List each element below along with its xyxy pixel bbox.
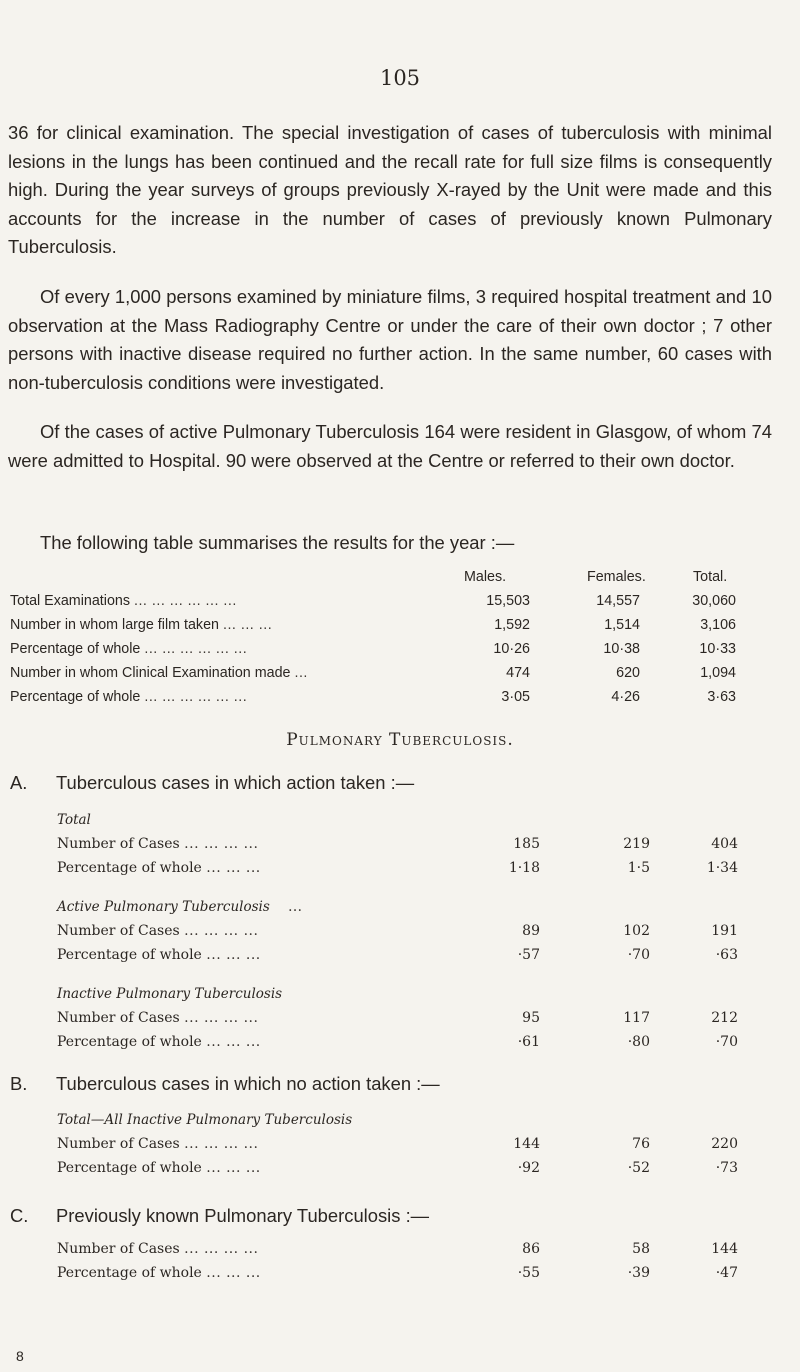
leader-dots: ... ... ... ... ... ... xyxy=(144,641,248,657)
value-males: ·92 xyxy=(517,1160,540,1176)
value-males: 95 xyxy=(522,1010,540,1026)
data-row xyxy=(0,1241,800,1263)
leader-dots: ... ... ... xyxy=(206,1265,261,1281)
section-letter-a: A. xyxy=(10,772,28,793)
data-row xyxy=(0,1010,800,1032)
section-letter-b: B. xyxy=(10,1073,28,1094)
data-row xyxy=(0,1136,800,1158)
subgroup-title xyxy=(57,899,302,915)
leader-dots: ... ... ... ... xyxy=(184,1241,259,1257)
header-total: Total. xyxy=(693,569,728,585)
leader-dots: ... xyxy=(294,665,308,681)
value-total: 144 xyxy=(711,1241,738,1257)
leader-dots: ... ... ... xyxy=(206,1034,261,1050)
section-heading: Pulmonary Tuberculosis. xyxy=(286,730,514,750)
page-number: 105 xyxy=(379,66,421,90)
value-males: 89 xyxy=(522,923,540,939)
value-males: 1,592 xyxy=(494,617,530,633)
leader-dots: ... xyxy=(288,899,303,915)
value-total: 1·34 xyxy=(706,860,738,876)
value-total: 10·33 xyxy=(699,641,736,657)
value-females: ·52 xyxy=(627,1160,650,1176)
data-row xyxy=(0,947,800,969)
value-females: 14,557 xyxy=(596,593,640,609)
value-females: 1,514 xyxy=(604,617,640,633)
row-label: Percentage of whole xyxy=(57,860,202,876)
value-females: 58 xyxy=(632,1241,650,1257)
leader-dots: ... ... ... ... xyxy=(184,1010,259,1026)
value-males: ·57 xyxy=(517,947,540,963)
value-total: 191 xyxy=(711,923,738,939)
header-females: Females. xyxy=(587,569,646,585)
value-total: ·47 xyxy=(715,1265,738,1281)
summary-row xyxy=(0,641,800,663)
summary-row xyxy=(0,665,800,687)
leader-dots: ... ... ... ... xyxy=(184,923,259,939)
value-total: 212 xyxy=(711,1010,738,1026)
subgroup-title: Total—All Inactive Pulmonary Tuberculosis xyxy=(57,1112,353,1128)
value-females: ·39 xyxy=(627,1265,650,1281)
value-females: 76 xyxy=(632,1136,650,1152)
value-females: 219 xyxy=(623,836,650,852)
summary-row xyxy=(0,689,800,711)
row-label: Percentage of whole xyxy=(10,689,141,705)
section-title-c: Previously known Pulmonary Tuberculosis :— xyxy=(56,1205,430,1226)
value-males: 185 xyxy=(513,836,540,852)
section-title-b: Tuberculous cases in which no action taken :— xyxy=(56,1073,440,1094)
value-females: ·70 xyxy=(627,947,650,963)
value-total: 3,106 xyxy=(700,617,736,633)
value-total: 30,060 xyxy=(692,593,736,609)
leader-dots: ... ... ... ... ... ... xyxy=(133,593,237,609)
value-females: 620 xyxy=(616,665,640,681)
paragraph-1: 36 for clinical examination. The special investigation of cases of tuberculosis with minimal lesions in the lungs has been continued and the recall rate for full size films is consequently high. During the year surveys of groups previously X-rayed by the Unit were made and this accounts for the increase in the number of cases of previously known Pulmonary Tuberculosis. xyxy=(8,122,772,257)
summary-row xyxy=(0,593,800,615)
row-label: Percentage of whole xyxy=(57,1160,202,1176)
value-males: 474 xyxy=(506,665,530,681)
row-label: Number of Cases xyxy=(57,1010,180,1026)
value-females: 10·38 xyxy=(603,641,640,657)
section-title-a: Tuberculous cases in which action taken :— xyxy=(56,772,415,793)
leader-dots: ... ... ... xyxy=(206,1160,261,1176)
paragraph-2: Of every 1,000 persons examined by miniature films, 3 required hospital treatment and 10 observation at the Mass Radiography Centre or under the care of their own doctor ; 7 other persons with inactive disease required no further action. In the same number, 60 cases with non-tuberculosis conditions were investigated. xyxy=(8,286,772,393)
value-total: ·63 xyxy=(715,947,738,963)
value-females: 1·5 xyxy=(627,860,650,876)
section-letter-c: C. xyxy=(10,1205,29,1226)
row-label: Percentage of whole xyxy=(57,1265,202,1281)
row-label: Percentage of whole xyxy=(57,1034,202,1050)
value-males: 3·05 xyxy=(501,689,530,705)
value-total: ·73 xyxy=(715,1160,738,1176)
subgroup-title-text: Active Pulmonary Tuberculosis xyxy=(57,899,270,915)
data-row xyxy=(0,860,800,882)
data-row xyxy=(0,1160,800,1182)
leader-dots: ... ... ... xyxy=(206,947,261,963)
leader-dots: ... ... ... ... xyxy=(184,836,259,852)
value-total: 1,094 xyxy=(700,665,736,681)
row-label: Number of Cases xyxy=(57,1241,180,1257)
row-label: Number of Cases xyxy=(57,1136,180,1152)
summary-intro: The following table summarises the results for the year :— xyxy=(40,532,515,553)
value-total: 3·63 xyxy=(707,689,736,705)
value-males: 15,503 xyxy=(486,593,530,609)
paragraph-3: Of the cases of active Pulmonary Tuberculosis 164 were resident in Glasgow, of whom 74 were admitted to Hospital. 90 were observed at the Centre or referred to their own doctor. xyxy=(8,421,772,471)
row-label: Number of Cases xyxy=(57,836,180,852)
value-males: 86 xyxy=(522,1241,540,1257)
value-males: 10·26 xyxy=(493,641,530,657)
subgroup-title: Inactive Pulmonary Tuberculosis xyxy=(57,986,283,1002)
data-row xyxy=(0,836,800,858)
value-males: ·55 xyxy=(517,1265,540,1281)
leader-dots: ... ... ... ... xyxy=(184,1136,259,1152)
data-row xyxy=(0,1034,800,1056)
row-label: Percentage of whole xyxy=(10,641,141,657)
value-males: 1·18 xyxy=(508,860,540,876)
value-males: 144 xyxy=(513,1136,540,1152)
header-males: Males. xyxy=(464,569,507,585)
subgroup-title: Total xyxy=(57,812,91,828)
row-label: Number in whom Clinical Examination made xyxy=(10,665,291,681)
data-row xyxy=(0,923,800,945)
row-label: Total Examinations xyxy=(10,593,130,609)
value-females: 4·26 xyxy=(611,689,640,705)
value-females: ·80 xyxy=(627,1034,650,1050)
row-label: Percentage of whole xyxy=(57,947,202,963)
data-row xyxy=(0,1265,800,1287)
summary-row xyxy=(0,617,800,639)
leader-dots: ... ... ... ... ... ... xyxy=(144,689,248,705)
value-males: ·61 xyxy=(517,1034,540,1050)
value-total: 404 xyxy=(711,836,738,852)
row-label: Number in whom large film taken xyxy=(10,617,219,633)
value-total: 220 xyxy=(711,1136,738,1152)
value-total: ·70 xyxy=(715,1034,738,1050)
row-label: Number of Cases xyxy=(57,923,180,939)
signature-mark: 8 xyxy=(16,1348,24,1364)
value-females: 117 xyxy=(623,1010,650,1026)
leader-dots: ... ... ... xyxy=(222,617,273,633)
leader-dots: ... ... ... xyxy=(206,860,261,876)
value-females: 102 xyxy=(623,923,650,939)
